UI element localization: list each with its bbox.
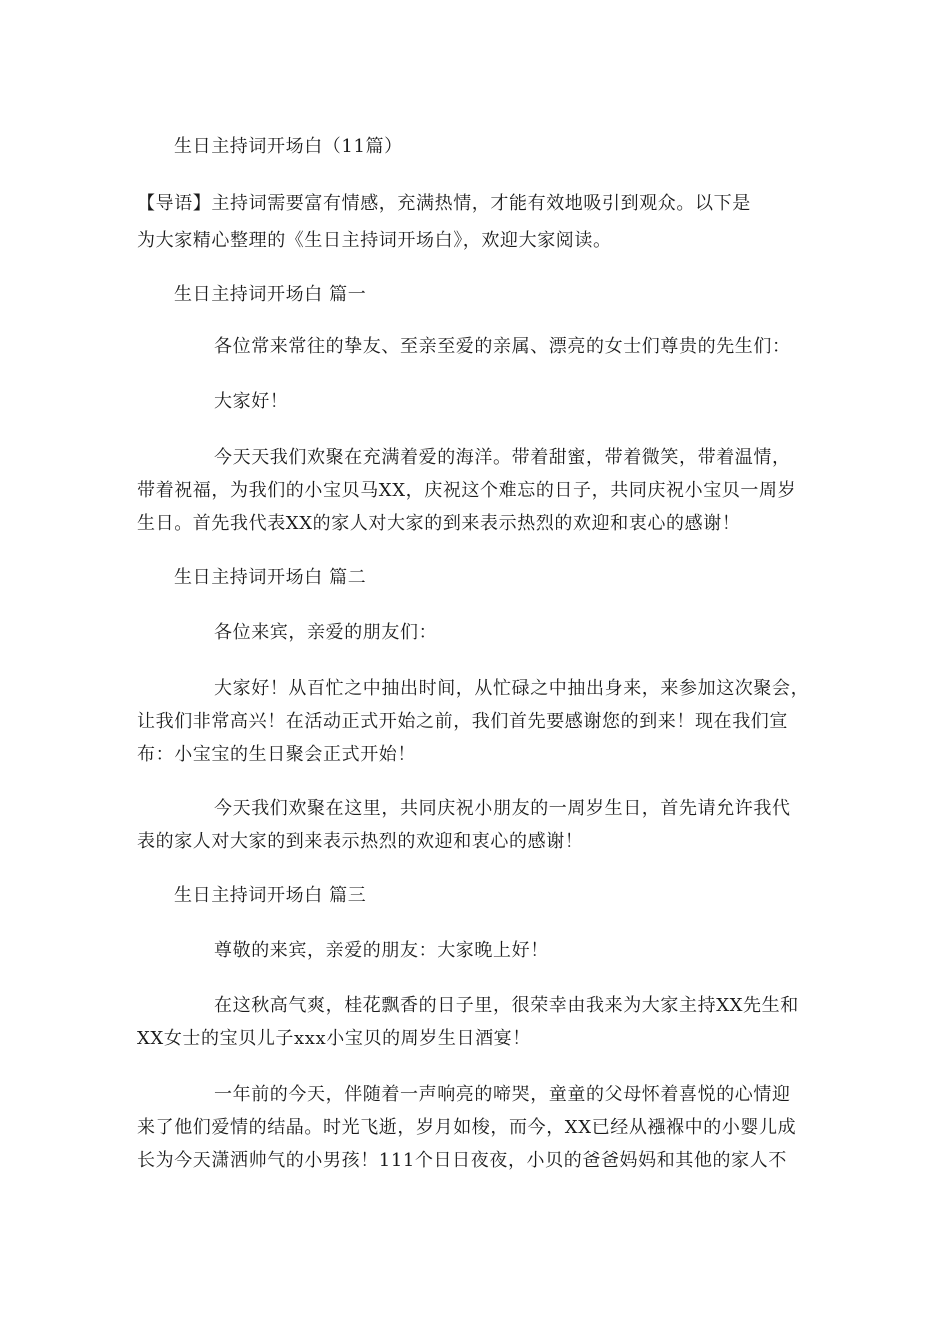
paragraph-line: 让我们非常高兴！在活动正式开始之前，我们首先要感谢您的到来！现在我们宣 (137, 711, 788, 732)
paragraph-line: 大家好！ (214, 391, 289, 412)
paragraph-line: 表的家人对大家的到来表示热烈的欢迎和衷心的感谢！ (137, 831, 584, 852)
paragraph-line: 各位常来常往的挚友、至亲至爱的亲属、漂亮的女士们尊贵的先生们： (214, 336, 791, 357)
intro-paragraph-line: 为大家精心整理的《生日主持词开场白》，欢迎大家阅读。 (137, 230, 612, 251)
paragraph-line: XX女士的宝贝儿子xxx小宝贝的周岁生日酒宴！ (137, 1028, 531, 1049)
paragraph-line: 长为今天潇洒帅气的小男孩！111个日日夜夜，小贝的爸爸妈妈和其他的家人不 (137, 1150, 787, 1171)
section-heading: 生日主持词开场白 篇三 (174, 885, 367, 906)
paragraph-line: 布：小宝宝的生日聚会正式开始！ (137, 744, 416, 765)
section-heading: 生日主持词开场白 篇一 (174, 284, 367, 305)
paragraph-line: 生日。首先我代表XX的家人对大家的到来表示热烈的欢迎和衷心的感谢！ (137, 513, 741, 534)
section-heading: 生日主持词开场白 篇二 (174, 567, 367, 588)
paragraph-line: 各位来宾，亲爱的朋友们： (214, 622, 438, 643)
paragraph-line: 今天我们欢聚在这里，共同庆祝小朋友的一周岁生日，首先请允许我代 (214, 798, 791, 819)
paragraph-line: 尊敬的来宾，亲爱的朋友：大家晚上好！ (214, 940, 549, 961)
paragraph-line: 来了他们爱情的结晶。时光飞逝，岁月如梭，而今，XX已经从襁褓中的小婴儿成 (137, 1117, 797, 1138)
intro-paragraph-line: 【导语】主持词需要富有情感，充满热情，才能有效地吸引到观众。以下是 (137, 193, 751, 214)
paragraph-line: 在这秋高气爽，桂花飘香的日子里，很荣幸由我来为大家主持XX先生和 (214, 995, 799, 1016)
paragraph-line: 带着祝福，为我们的小宝贝马XX，庆祝这个难忘的日子，共同庆祝小宝贝一周岁 (137, 480, 797, 501)
paragraph-line: 今天天我们欢聚在充满着爱的海洋。带着甜蜜，带着微笑，带着温情， (214, 447, 791, 468)
paragraph-line: 大家好！从百忙之中抽出时间，从忙碌之中抽出身来，来参加这次聚会， (214, 678, 810, 699)
document-title: 生日主持词开场白（11篇） (174, 136, 403, 157)
paragraph-line: 一年前的今天，伴随着一声响亮的啼哭，童童的父母怀着喜悦的心情迎 (214, 1084, 791, 1105)
